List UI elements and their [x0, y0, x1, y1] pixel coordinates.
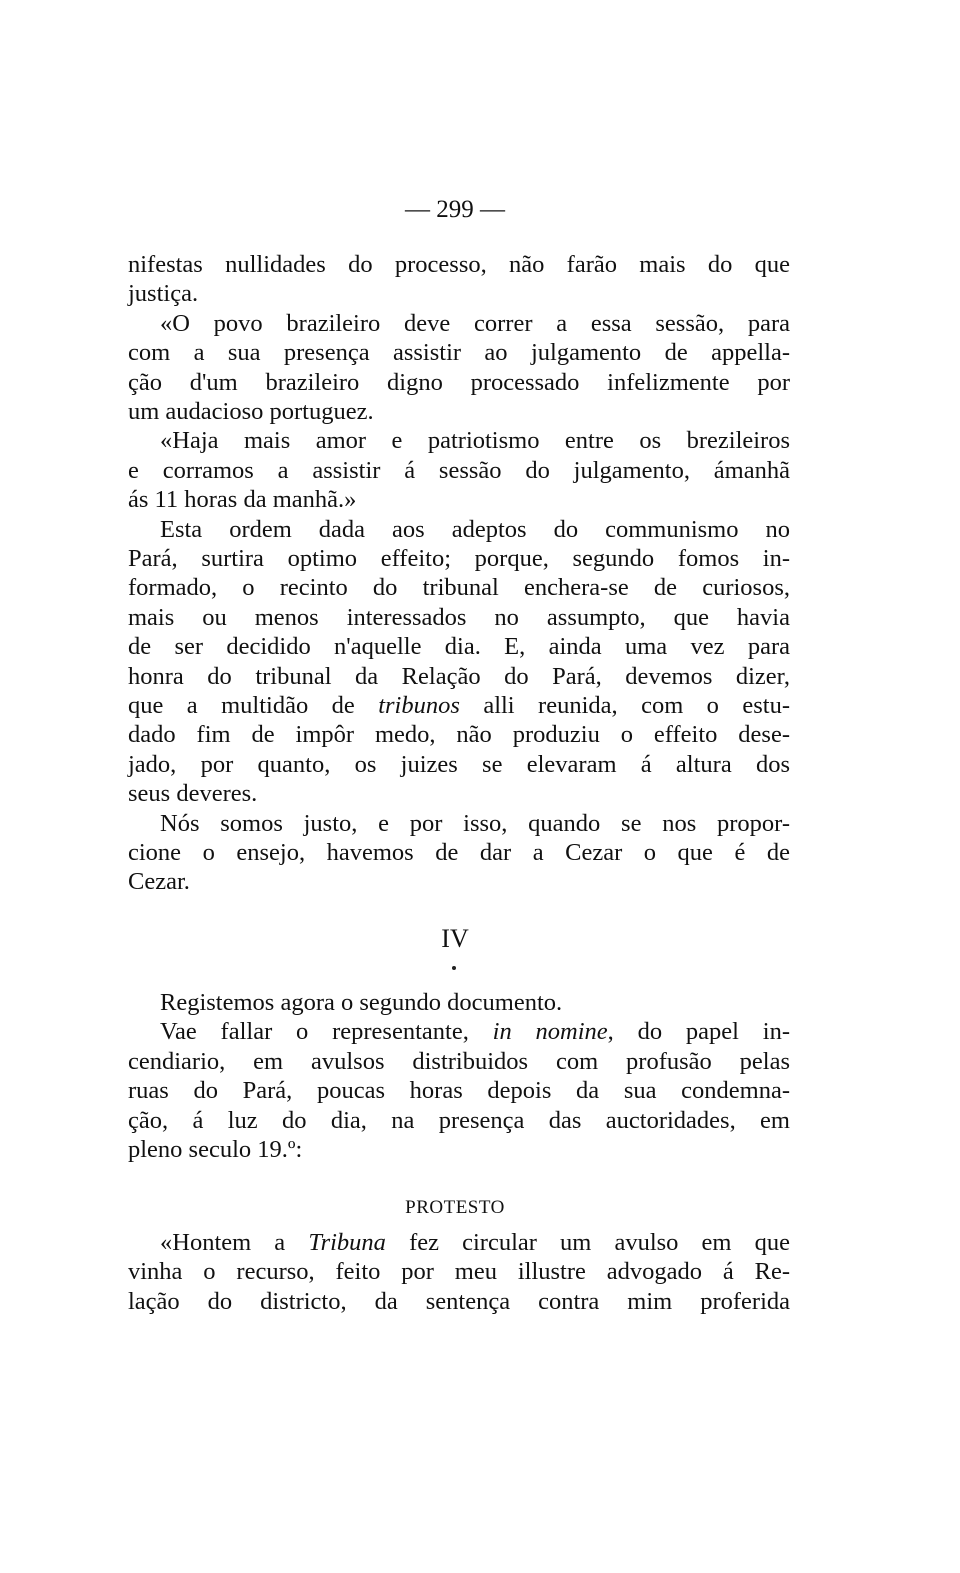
document-title: PROTESTO: [405, 1197, 505, 1218]
text-line: [128, 1047, 790, 1076]
text-segment: , do papel in-: [607, 1018, 790, 1046]
text-line: [128, 338, 790, 367]
text-segment: e corramos a assistir á sessão do julgamento, ámanhã: [128, 456, 790, 484]
text-segment: com a sua presença assistir ao julgamento de appella-: [128, 339, 790, 367]
page-number: — 299 —: [405, 196, 505, 223]
text-segment: cione o ensejo, havemos de dar a Cezar o que é de: [128, 839, 790, 866]
text-line: [128, 662, 790, 691]
text-segment: «Haja mais amor e patriotismo entre os brezileiros: [160, 427, 790, 455]
text-segment: ás 11 horas da manhã.»: [128, 486, 357, 514]
text-segment: formado, o recinto do tribunal enchera-se de curiosos,: [128, 574, 790, 602]
text-segment: «O povo brazileiro deve correr a essa sessão, para: [160, 309, 790, 337]
text-line: [128, 750, 790, 779]
text-line: [128, 368, 790, 397]
text-line: [128, 279, 790, 308]
text-segment: dado fim de impôr medo, não produziu o effeito dese-: [128, 721, 790, 749]
text-line: [128, 779, 790, 808]
section-heading: IV: [441, 924, 469, 953]
text-line: [128, 250, 790, 279]
text-line: [128, 838, 790, 867]
text-line: [128, 691, 790, 720]
text-line: [128, 573, 790, 602]
italic-text: tribunos: [378, 692, 460, 719]
text-line: [160, 988, 790, 1017]
text-line: [160, 515, 790, 544]
text-segment: Cezar.: [128, 868, 190, 896]
text-line: [128, 867, 790, 896]
text-segment: justiça.: [128, 280, 199, 308]
text-segment: honra do tribunal da Relação do Pará, devemos dizer,: [128, 662, 790, 690]
text-segment: pleno seculo 19.º:: [128, 1136, 303, 1163]
text-segment: fez circular um avulso em que: [385, 1229, 790, 1256]
text-line: [128, 632, 790, 661]
italic-text: in nomine: [492, 1018, 608, 1046]
text-segment: Esta ordem dada aos adeptos do communismo no: [160, 515, 790, 543]
text-segment: «Hontem a: [160, 1229, 309, 1256]
text-segment: nifestas nullidades do processo, não farão mais do que: [128, 251, 790, 278]
text-line: [160, 809, 790, 838]
text-segment: ção, á luz do dia, na presença das auctoridades, em: [128, 1106, 790, 1134]
text-segment: mais ou menos interessados no assumpto, que havia: [128, 603, 790, 631]
text-segment: Nós somos justo, e por isso, quando se nos propor-: [160, 809, 790, 837]
text-segment: lação do districto, da sentença contra mim proferida: [128, 1287, 790, 1315]
text-segment: vinha o recurso, feito por meu illustre advogado á Re-: [128, 1258, 790, 1286]
text-line: [128, 1257, 790, 1286]
text-line: [160, 1017, 790, 1046]
text-segment: Registemos agora o segundo documento.: [160, 989, 563, 1016]
text-line: [128, 1135, 790, 1164]
text-line: [128, 720, 790, 749]
text-line: [128, 485, 790, 514]
text-segment: ção d'um brazileiro digno processado infelizmente por: [128, 368, 790, 396]
text-segment: alli reunida, com o estu-: [459, 692, 790, 719]
text-line: [128, 397, 790, 426]
text-line: [128, 456, 790, 485]
text-line: [128, 544, 790, 573]
text-segment: que a multidão de: [128, 692, 379, 719]
text-line: [128, 1287, 790, 1316]
text-line: [128, 1106, 790, 1135]
text-segment: seus deveres.: [128, 780, 258, 808]
text-line: [160, 1228, 790, 1257]
text-line: [160, 309, 790, 338]
ornament-dot: [452, 966, 456, 970]
text-segment: ruas do Pará, poucas horas depois da sua condemna-: [128, 1077, 790, 1105]
text-line: [160, 426, 790, 455]
italic-text: Tribuna: [308, 1229, 386, 1256]
text-segment: Pará, surtira optimo effeito; porque, segundo fomos in-: [128, 545, 790, 572]
text-line: [128, 603, 790, 632]
text-line: [128, 1076, 790, 1105]
text-segment: um audacioso portuguez.: [128, 398, 374, 425]
text-segment: cendiario, em avulsos distribuidos com profusão pelas: [128, 1047, 790, 1075]
text-segment: de ser decidido n'aquelle dia. E, ainda uma vez para: [128, 633, 790, 661]
text-segment: jado, por quanto, os juizes se elevaram á altura dos: [128, 750, 790, 778]
text-segment: Vae fallar o representante,: [160, 1018, 493, 1046]
